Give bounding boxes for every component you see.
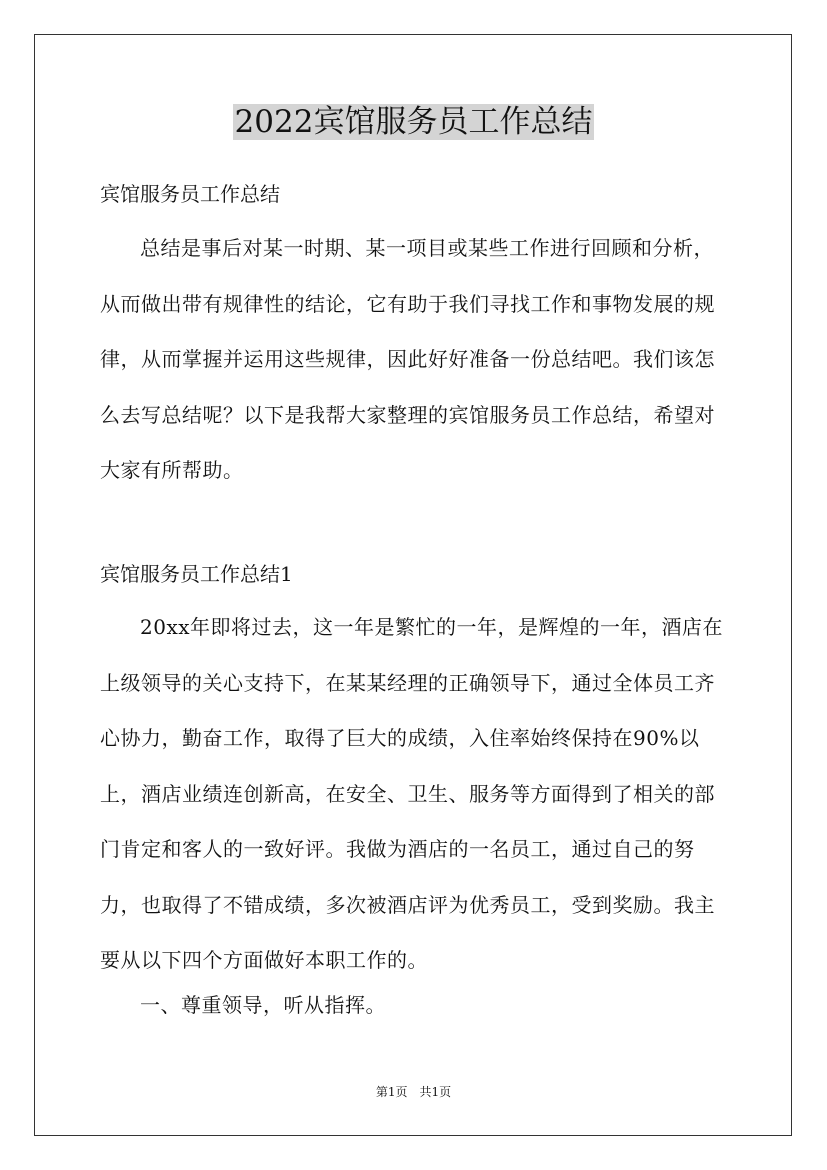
page-footer: 第1页 共1页	[375, 1085, 452, 1099]
document-subtitle: 宾馆服务员工作总结	[100, 182, 280, 206]
section-heading: 宾馆服务员工作总结1	[100, 562, 293, 586]
document-title-text: 2022宾馆服务员工作总结	[234, 104, 593, 140]
section-paragraph: 20xx年即将过去，这一年是繁忙的一年，是辉煌的一年，酒店在上级领导的关心支持下，在某某经理的正确领导下，通过全体员工齐心协力，勤奋工作，取得了巨大的成绩，入住率始终保持在90%以上，酒店业绩连创新高，在安全、卫生、服务等方面得到了相关的部门肯定和客人的一致好评。我做为酒店的一名员工，通过自己的努力，也取得了不错成绩，多次被酒店评为优秀员工，受到奖励。我主要从以下四个方面做好本职工作的。	[100, 615, 724, 972]
intro-paragraph: 总结是事后对某一时期、某一项目或某些工作进行回顾和分析，从而做出带有规律性的结论，它有助于我们寻找工作和事物发展的规律，从而掌握并运用这些规律，因此好好准备一份总结吧。我们该怎么去写总结呢？以下是我帮大家整理的宾馆服务员工作总结，希望对大家有所帮助。	[100, 236, 715, 482]
document-title	[0, 102, 827, 142]
point-one-paragraph: 一、尊重领导，听从指挥。	[140, 993, 386, 1017]
